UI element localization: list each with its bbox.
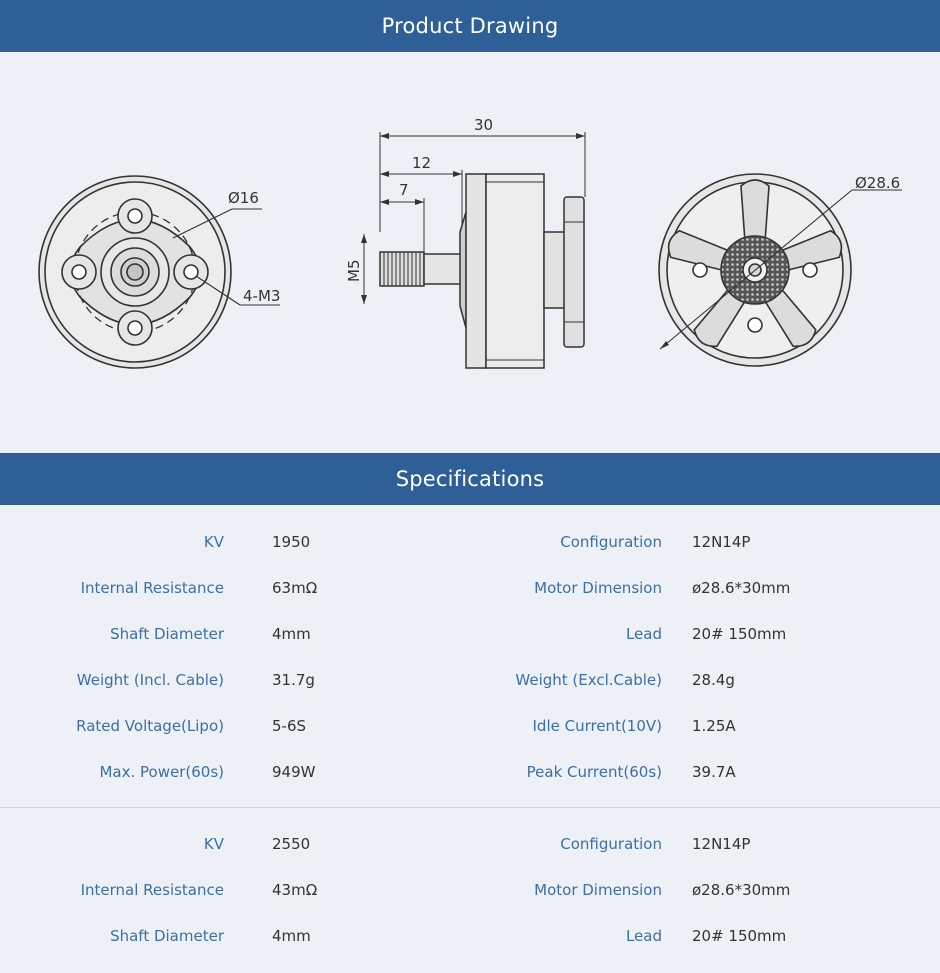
dimension-label: 7 [399,181,409,199]
spec-value: ø28.6*30mm [692,881,791,899]
section-title: Product Drawing [381,14,559,38]
spec-row [0,927,940,951]
dimension-label: Ø28.6 [855,174,901,192]
spec-value: 949W [272,763,316,781]
specifications-header [0,453,940,505]
spec-label: KV [203,533,224,551]
spec-label: Lead [625,625,662,643]
spec-row [0,881,940,905]
spec-row [0,579,940,603]
spec-row [0,763,940,787]
section-title: Specifications [395,467,545,491]
dimension-label: 30 [474,116,494,134]
spec-label: Lead [625,927,662,945]
spec-label: Weight (Excl.Cable) [515,671,662,689]
spec-value: 4mm [272,927,311,945]
spec-value: 12N14P [692,835,751,853]
spec-value: 1950 [272,533,311,551]
spec-label: Shaft Diameter [110,625,224,643]
dimension-label: Ø16 [228,189,259,207]
spec-value: ø28.6*30mm [692,579,791,597]
spec-value: 1.25A [692,717,736,735]
spec-label: Idle Current(10V) [532,717,662,735]
dimension-label: M5 [345,259,363,282]
spec-group-2550kv [0,808,940,973]
spec-row [0,717,940,741]
spec-row [0,671,940,695]
spec-label: Configuration [560,835,662,853]
spec-value: 5-6S [272,717,307,735]
spec-value: 39.7A [692,763,736,781]
dimension-label: 12 [412,154,432,172]
product-drawing [0,52,940,453]
spec-value: 20# 150mm [692,625,787,643]
spec-value: 2550 [272,835,311,853]
spec-label: Max. Power(60s) [99,763,224,781]
spec-value: 31.7g [272,671,315,689]
spec-label: KV [203,835,224,853]
technical-drawing [0,52,940,453]
spec-label: Motor Dimension [534,579,662,597]
spec-label: Rated Voltage(Lipo) [76,717,224,735]
spec-label: Weight (Incl. Cable) [76,671,224,689]
side-view [361,132,585,368]
spec-value: 20# 150mm [692,927,787,945]
spec-label: Motor Dimension [534,881,662,899]
spec-row [0,835,940,859]
spec-row [0,625,940,649]
spec-label: Internal Resistance [80,579,224,597]
spec-value: 12N14P [692,533,751,551]
spec-label: Peak Current(60s) [526,763,662,781]
product-drawing-header [0,0,940,52]
spec-value: 63mΩ [272,579,318,597]
spec-label: Configuration [560,533,662,551]
spec-row [0,533,940,557]
spec-group-1950kv [0,505,940,807]
spec-value: 4mm [272,625,311,643]
spec-label: Internal Resistance [80,881,224,899]
spec-value: 43mΩ [272,881,318,899]
spec-label: Shaft Diameter [110,927,224,945]
dimension-label: 4-M3 [243,287,281,305]
spec-value: 28.4g [692,671,735,689]
back-view [659,174,902,366]
